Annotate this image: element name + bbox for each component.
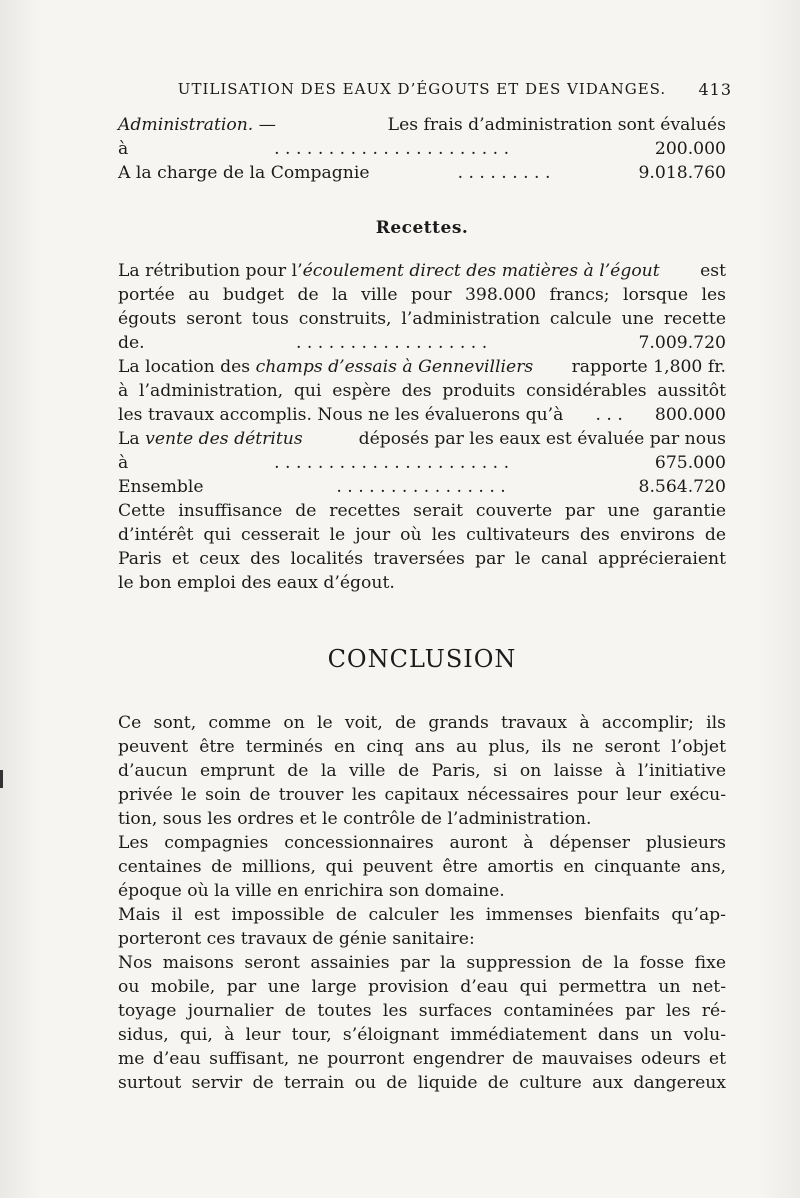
admin-line3-value: 9.018.760 — [638, 163, 726, 183]
conclusion-p1-line-2: peuvent être terminés en cinq ans au plus, ils ne seront l’objet — [118, 737, 726, 757]
admin-line-1 — [118, 113, 726, 137]
administration-block — [118, 113, 726, 185]
conclusion-p4-line-1: Nos maisons seront assainies par la suppression de la fosse fixe — [118, 953, 726, 973]
recettes-p1-l4-prefix: de. — [118, 333, 145, 353]
recettes-total-label: Ensemble — [118, 477, 204, 497]
recettes-p3-l2-value: 675.000 — [654, 453, 726, 473]
admin-label: Administration. — [118, 115, 254, 135]
recettes-p3-l2-dots: . . . . . . . . . . . . . . . . . . . . . . — [274, 453, 510, 473]
recettes-p3-l2-prefix: à — [118, 453, 129, 473]
conclusion-p1-line-5: tion, sous les ordres et le contrôle de l’administration. — [118, 809, 592, 829]
admin-line3-label: A la charge de la Compagnie — [118, 163, 370, 183]
recettes-p2-line-2: à l’administration, qui espère des produits considérables aussitôt — [118, 381, 726, 401]
recettes-block — [118, 259, 726, 595]
recettes-heading: Recettes. — [375, 218, 469, 238]
admin-line-2 — [118, 137, 726, 161]
recettes-p2-l3-text: les travaux accomplis. Nous ne les évaluerons qu’à — [118, 405, 564, 425]
admin-line-3 — [118, 161, 726, 185]
recettes-p1-line-4 — [118, 331, 726, 355]
admin-dash: — — [258, 115, 276, 135]
recettes-p4-line-2: d’intérêt qui cesserait le jour où les cultivateurs des environs de — [118, 525, 726, 545]
recettes-total-line — [118, 475, 726, 499]
conclusion-block — [118, 711, 726, 1095]
recettes-p1-pre: La rétribution pour l’ — [118, 261, 303, 281]
recettes-p4-line-1: Cette insuffisance de recettes serait couverte par une garantie — [118, 501, 726, 521]
running-title: UTILISATION DES EAUX D’ÉGOUTS ET DES VIDANGES. — [177, 80, 667, 98]
recettes-p1-line-2: portée au budget de la ville pour 398.000 francs; lorsque les — [118, 285, 726, 305]
conclusion-p2-line-2: centaines de millions, qui peuvent être amortis en cinquante ans, — [118, 857, 726, 877]
recettes-p4-line-4: le bon emploi des eaux d’égout. — [118, 573, 395, 593]
recettes-p1-post: est — [700, 261, 726, 281]
recettes-p1-line-3: égouts seront tous construits, l’administration calcule une recette — [118, 309, 726, 329]
recettes-p2-l3-value: 800.000 — [654, 405, 726, 425]
conclusion-p3-line-2: porteront ces travaux de génie sanitaire: — [118, 929, 475, 949]
recettes-p4-line-3: Paris et ceux des localités traversées par le canal apprécieraient — [118, 549, 726, 569]
admin-line3-dots: . . . . . . . . . — [457, 163, 551, 183]
admin-line2-prefix: à — [118, 139, 129, 159]
recettes-p2-post: rapporte 1,800 fr. — [571, 357, 726, 377]
conclusion-heading: CONCLUSION — [327, 645, 517, 673]
admin-line2-value: 200.000 — [654, 139, 726, 159]
conclusion-p1-line-1: Ce sont, comme on le voit, de grands travaux à accomplir; ils — [118, 713, 726, 733]
recettes-p3-pre: La — [118, 429, 140, 449]
conclusion-p3-line-1: Mais il est impossible de calculer les immenses bienfaits qu’ap- — [118, 905, 726, 925]
conclusion-p1-line-4: privée le soin de trouver les capitaux nécessaires pour leur exécu- — [118, 785, 726, 805]
conclusion-p2-line-3: époque où la ville en enrichira son domaine. — [118, 881, 505, 901]
admin-text: Les frais d’administration sont évalués — [387, 115, 726, 135]
running-header — [118, 80, 732, 99]
conclusion-p2-line-1: Les compagnies concessionnaires auront à dépenser plusieurs — [118, 833, 726, 853]
recettes-p2-pre: La location des — [118, 357, 251, 377]
recettes-p1-l4-value: 7.009.720 — [638, 333, 726, 353]
binding-edge-mark — [0, 770, 3, 788]
recettes-p1-line-1 — [118, 259, 726, 283]
recettes-total-dots: . . . . . . . . . . . . . . . . — [336, 477, 506, 497]
recettes-total-value: 8.564.720 — [638, 477, 726, 497]
recettes-p2-line-3 — [118, 403, 726, 427]
recettes-p2-line-1 — [118, 355, 726, 379]
conclusion-p4-line-4: sidus, qui, à leur tour, s’éloignant immédiatement dans un volu- — [118, 1025, 726, 1045]
recettes-p1-ital: écoulement direct des matières à l’égout — [302, 261, 660, 281]
conclusion-p4-line-2: ou mobile, par une large provision d’eau qui permettra un net- — [118, 977, 726, 997]
admin-line2-dots: . . . . . . . . . . . . . . . . . . . . . . — [274, 139, 510, 159]
page-number: 413 — [698, 80, 732, 99]
recettes-p3-line-1 — [118, 427, 726, 451]
recettes-p2-l3-dots: . . . — [595, 405, 623, 425]
recettes-p2-ital: champs d’essais à Gennevilliers — [255, 357, 534, 377]
conclusion-p4-line-5: me d’eau suffisant, ne pourront engendrer de mauvaises odeurs et — [118, 1049, 726, 1069]
recettes-p3-post: déposés par les eaux est évaluée par nous — [358, 429, 726, 449]
recettes-p1-l4-dots: . . . . . . . . . . . . . . . . . . — [295, 333, 488, 353]
recettes-p3-line-2 — [118, 451, 726, 475]
conclusion-p1-line-3: d’aucun emprunt de la ville de Paris, si on laisse à l’initiative — [118, 761, 726, 781]
conclusion-p4-line-6: surtout servir de terrain ou de liquide de culture aux dangereux — [118, 1073, 726, 1093]
conclusion-p4-line-3: toyage journalier de toutes les surfaces contaminées par les ré- — [118, 1001, 726, 1021]
recettes-p3-ital: vente des détritus — [145, 429, 303, 449]
